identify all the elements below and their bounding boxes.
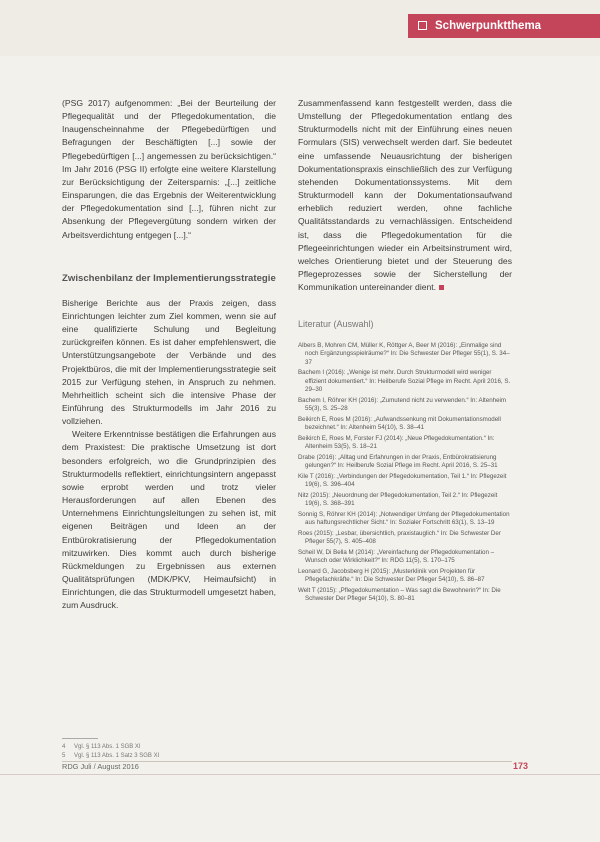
footnote-number: 5 [62, 753, 66, 759]
section-label: Schwerpunktthema [435, 20, 542, 32]
right-paragraph-1 [298, 97, 512, 294]
left-column [62, 97, 276, 612]
literature-entry: Beikirch E, Roes M (2016): „Aufwandssenkung mit Dokumentationsmodell bezeichnet.“ In: Altenheim 54(10), S. 38–41 [298, 415, 501, 431]
literature-entry: Albers B, Mohren CM, Müller K, Röttger A, Beer M (2016): „Einmalige sind noch Ergänzungsspielräume?“ In: Die Schwester Der Pfleger 55(1), S. 34–37 [298, 341, 510, 366]
page-bottom-rule [0, 774, 600, 775]
literature-entry: Roes (2015): „Lesbar, übersichtlich, praxistauglich.“ In: Die Schwester Der Pfleger 55(7), S. 405–408 [298, 529, 501, 545]
literature-entry: Sonnig S, Röhrer KH (2014): „Notwendiger Umfang der Pflegedokumentation aus haftungsrechtlicher Sicht.“ In: Sozialer Fortschritt 63(1), S. 13–19 [298, 510, 510, 526]
literature-title: Literatur (Auswahl) [298, 319, 374, 330]
right-column [298, 97, 512, 606]
footnote-rule [62, 738, 98, 739]
literature-entry: Bachem I, Röhrer KH (2016): „Zumutend nicht zu verwenden.“ In: Altenheim 55(3), S. 25–28 [298, 396, 507, 412]
end-of-article-marker [439, 285, 444, 290]
footnotes [62, 738, 276, 761]
section-square-icon [418, 21, 427, 30]
literature-entry: Kile T (2016): „Verbindungen der Pflegedokumentation, Teil 1.“ In: Pflegezeit 19(6), S. 396–404 [298, 472, 507, 488]
left-paragraph-3: Weitere Erkenntnisse bestätigen die Erfahrungen aus dem Praxistest: Die praktische Umsetzung ist dort besonders erfolgreich, wo die Grundprinzipien des Strukturmodells reflektiert, einrichtungsintern angepasst sowie erprobt werden und trotz vieler Herausforderungen auf allen Ebenen des Unternehmens Einrichtungsleitungen zu sehen ist, mit eigenen Beiträgen und Ideen an der Entbürokratisierung der Pflegedokumentation mitzuwirken. Dies kommt auch durch bisherige Rückmeldungen zu Ergebnissen aus externen Qualitätsprüfungen (MDK/PKV, Heimaufsicht) in Einrichtungen, die das Strukturmodell umgesetzt haben, zum Ausdruck. [62, 429, 276, 611]
literature-list [298, 342, 512, 604]
page-number: 173 [512, 761, 528, 771]
literature-entry: Drabe (2016): „Alltag und Erfahrungen in der Praxis, Entbürokratisierung gelungen?“ In: Heilberufe Sozial Pflege im Recht. April 2016, S. 25–31 [298, 453, 498, 469]
literature-entry: Beikirch E, Roes M, Forster FJ (2014): „Neue Pflegedokumentation.“ In: Altenheim 53(5), S. 18–21 [298, 434, 495, 450]
footnote [62, 752, 276, 761]
right-paragraph-text: Zusammenfassend kann festgestellt werden, dass die Umstellung der Pflegedokumentation entlang des Strukturmodells nicht mit der Einführung eines neuen Formulars (SIS) verwechselt werden darf. Sie bedeutet eine umfassende Neuausrichtung der bisherigen Dokumentationspraxis einschließlich des zur Verfügung stehenden Dokumentationssystems. Mit dem Strukturmodell kann der Dokumentationsaufwand erheblich reduziert werden, ohne fachliche Qualitätsstandards zu vernachlässigen. Entscheidend ist, dass die Pflegedokumentation für die Pflegeeinrichtungen wieder ein Arbeitsinstrument wird, welches Orientierung bietet und der Steuerung des Pflegeprozesses sowie der Sicherstellung der Kommunikation untereinander dient. [298, 98, 512, 293]
footnote [62, 743, 276, 752]
literature-entry: Leonard G, Jacobsberg H (2015): „Musterklinik von Projekten für Pflegefachkräfte.“ In: Die Schwester Der Pfleger 54(10), S. 86–87 [298, 567, 485, 583]
left-paragraph-1: (PSG 2017) aufgenommen: „Bei der Beurteilung der Pflegequalität und der Pflegedokumentation, die Inaugenscheinnahme der Pflegebedürftigen und Befragungen der Beschäftigten [...] sowie der Pflegebedürftigen [...] angemessen zu berücksichtigen.“ Im Jahr 2016 (PSG II) erfolgte eine weitere Klarstellung zur Berücksichtigung der Zeitersparnis: „[...] zeitliche Einsparungen, die das Ergebnis der Weiterentwicklung der Pflegedokumentation sind [...], führen nicht zur Absenkung der Pflegevergütung sondern wirken der Arbeitsverdichtung entgegen [...].“ [62, 98, 276, 240]
literature-entry: Welt T (2015): „Pflegedokumentation – Was sagt die Bewohnerin?“ In: Die Schwester Der Pfleger 54(10), S. 80–81 [298, 586, 501, 602]
left-paragraph-2: Bisherige Berichte aus der Praxis zeigen, dass Einrichtungen leichter zum Ziel kommen, wenn sie auf eine qualifizierte Schulung und Begleitung zurückgreifen können. Es ist daher empfehlenswert, die Unterstützungsangebote der Verbände und des Projektbüros, die mit der Implementierungsstrategie seit 2015 zur Verfügung stehen, in Anspruch zu nehmen. Mehrheitlich scheint sich die intensive Phase der Einführung des Strukturmodells im Jahr 2016 zu vollziehen. [62, 297, 276, 427]
footnote-text: Vgl. § 113 Abs. 1 Satz 3 SGB XI [74, 753, 160, 759]
literature-entry: Bachem I (2016): „Wenige ist mehr. Durch Strukturmodell wird weniger effizient dokumentiert.“ In: Heilberufe Sozial Pflege im Recht. April 2016, S. 29–30 [298, 369, 511, 393]
section-label-tab [408, 14, 600, 38]
journal-issue: RDG Juli / August 2016 [62, 762, 139, 771]
section-heading: Zwischenbilanz der Implementierungsstrategie [62, 272, 276, 284]
literature-entry: Scheil W, Di Bella M (2014): „Vereinfachung der Pflegedokumentation – Wunsch oder Wirklichkeit?“ In: RDG 11(5), S. 170–175 [298, 548, 495, 564]
footnote-number: 4 [62, 744, 66, 750]
literature-entry: Nitz (2015): „Neuordnung der Pflegedokumentation, Teil 2.“ In: Pflegezeit 19(6), S. 368–391 [298, 491, 498, 507]
footnote-text: Vgl. § 113 Abs. 1 SGB XI [74, 744, 141, 750]
